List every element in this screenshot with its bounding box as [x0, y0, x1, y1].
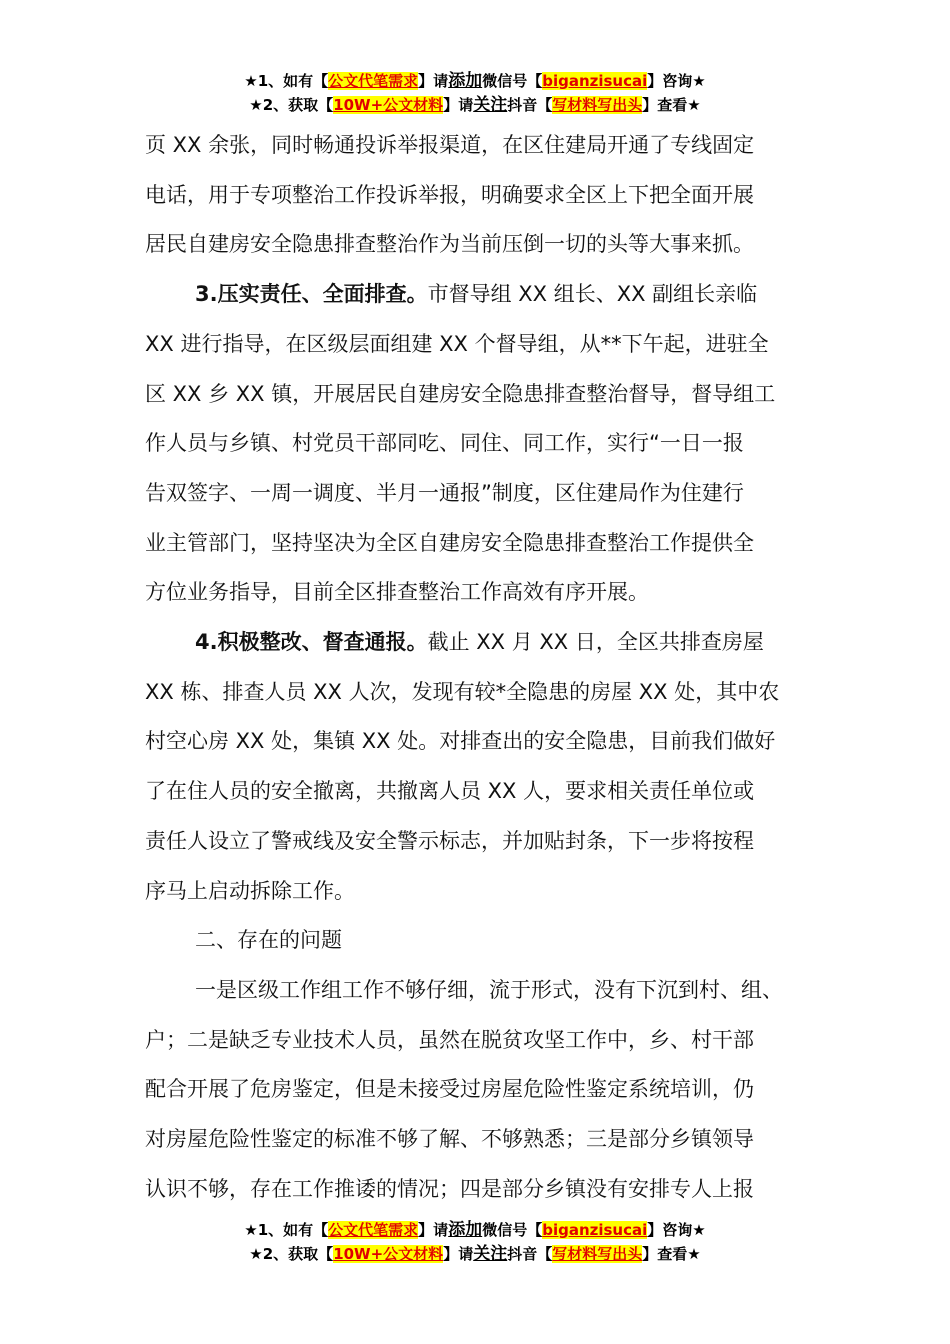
text-line [145, 428, 744, 458]
line-text: 页 XX 余张，同时畅通投诉举报渠道，在区住建局开通了专线固定 [145, 133, 755, 157]
banner-row [0, 1242, 950, 1266]
line-text: XX 栋、排查人员 XX 人次，发现有较*全隐患的房屋 XX 处，其中农 [145, 679, 780, 704]
line-text: 截止 XX 月 XX 日，全区共排查房屋 [427, 630, 764, 654]
banner-row [0, 69, 950, 93]
banner-text: ★2、获取【 [249, 96, 334, 114]
text-line [145, 229, 754, 259]
text-line [145, 677, 779, 707]
text-line [145, 1074, 754, 1104]
banner-text: 】请 [443, 96, 474, 114]
footer-banner [0, 1218, 950, 1266]
banner-text: 】咨询★ [647, 72, 706, 90]
banner-text: 微信号【 [482, 72, 543, 90]
text-line [145, 329, 769, 359]
text-line [145, 826, 754, 856]
line-text: 配合开展了危房鉴定，但是未接受过房屋危险性鉴定系统培训，仍 [145, 1077, 754, 1102]
text-line [195, 627, 764, 657]
line-text: 区 XX 乡 XX 镇，开展居民自建房安全隐患排查整治督导，督导组工 [145, 381, 776, 406]
header-banner [0, 69, 950, 117]
text-line [145, 180, 754, 210]
line-text: 电话，用于专项整治工作投诉举报，明确要求全区上下把全面开展 [145, 182, 754, 207]
line-text: 二、存在的问题 [195, 928, 342, 953]
banner-underlined: 关注 [473, 95, 508, 115]
text-line [145, 379, 775, 409]
banner-text: 】查看★ [642, 96, 701, 114]
text-line [145, 776, 754, 806]
text-line [145, 577, 649, 607]
text-line [195, 279, 757, 309]
line-text: 对房屋危险性鉴定的标准不够了解、不够熟悉；三是部分乡镇领导 [145, 1127, 754, 1151]
banner-underlined: 添加 [448, 71, 483, 91]
banner-highlight: 10W+公文材料 [333, 1245, 444, 1263]
text-line [145, 130, 754, 160]
line-text: 作人员与乡镇、村党员干部同吃、同住、同工作，实行“一日一报 [145, 431, 744, 456]
text-line [145, 1174, 754, 1204]
line-text: 市督导组 XX 组长、XX 副组长亲临 [427, 282, 758, 307]
line-text: 了在住人员的安全撤离，共撤离人员 XX 人，要求相关责任单位或 [145, 779, 755, 804]
banner-text: 抖音【 [507, 1245, 553, 1263]
section-heading: 3.压实责任、全面排查。 [195, 282, 428, 307]
line-text: 序马上启动拆除工作。 [145, 878, 355, 903]
banner-highlight: 10W+公文材料 [333, 96, 444, 114]
text-line [195, 975, 783, 1005]
banner-highlight: 公文代笔需求 [328, 1221, 419, 1239]
line-text: 业主管部门，坚持坚决为全区自建房安全隐患排查整治工作提供全 [145, 530, 754, 555]
banner-highlight: 写材料写出头 [552, 1245, 643, 1263]
text-line [145, 726, 775, 756]
line-text: 方位业务指导，目前全区排查整治工作高效有序开展。 [145, 580, 649, 605]
line-text: 认识不够，存在工作推诿的情况；四是部分乡镇没有安排专人上报 [145, 1176, 754, 1201]
banner-text: ★1、如有【 [244, 1221, 329, 1239]
section-heading: 4.积极整改、督查通报。 [195, 630, 428, 654]
banner-row [0, 93, 950, 117]
text-line [145, 478, 744, 508]
banner-text: 】查看★ [642, 1245, 701, 1263]
text-line [145, 876, 355, 906]
banner-text: 抖音【 [507, 96, 553, 114]
banner-text: ★1、如有【 [244, 72, 329, 90]
text-line [145, 1124, 754, 1154]
line-text: 村空心房 XX 处，集镇 XX 处。对排查出的安全隐患，目前我们做好 [145, 729, 776, 754]
banner-text: 】请 [443, 1245, 474, 1263]
banner-row [0, 1218, 950, 1242]
text-line [195, 925, 342, 955]
banner-text: 微信号【 [482, 1221, 543, 1239]
line-text: 居民自建房安全隐患排查整治作为当前压倒一切的头等大事来抓。 [145, 232, 754, 257]
banner-underlined: 关注 [473, 1244, 508, 1264]
banner-text: 】咨询★ [647, 1221, 706, 1239]
banner-text: 】请 [418, 1221, 449, 1239]
banner-text: ★2、获取【 [249, 1245, 334, 1263]
text-line [145, 1025, 754, 1055]
line-text: 告双签字、一周一调度、半月一通报”制度，区住建局作为住建行 [145, 480, 744, 505]
line-text: XX 进行指导，在区级层面组建 XX 个督导组，从**下午起，进驻全 [145, 331, 769, 356]
banner-text: 】请 [418, 72, 449, 90]
banner-underlined: 添加 [448, 1220, 483, 1240]
line-text: 户；二是缺乏专业技术人员，虽然在脱贫攻坚工作中，乡、村干部 [145, 1027, 754, 1052]
text-line [145, 528, 754, 558]
banner-highlight: 公文代笔需求 [328, 72, 419, 90]
banner-highlight: biganzisucai [542, 1221, 648, 1239]
line-text: 一是区级工作组工作不够仔细，流于形式，没有下沉到村、组、 [195, 977, 783, 1002]
banner-highlight: biganzisucai [542, 72, 648, 90]
line-text: 责任人设立了警戒线及安全警示标志，并加贴封条，下一步将按程 [145, 828, 754, 853]
banner-highlight: 写材料写出头 [552, 96, 643, 114]
